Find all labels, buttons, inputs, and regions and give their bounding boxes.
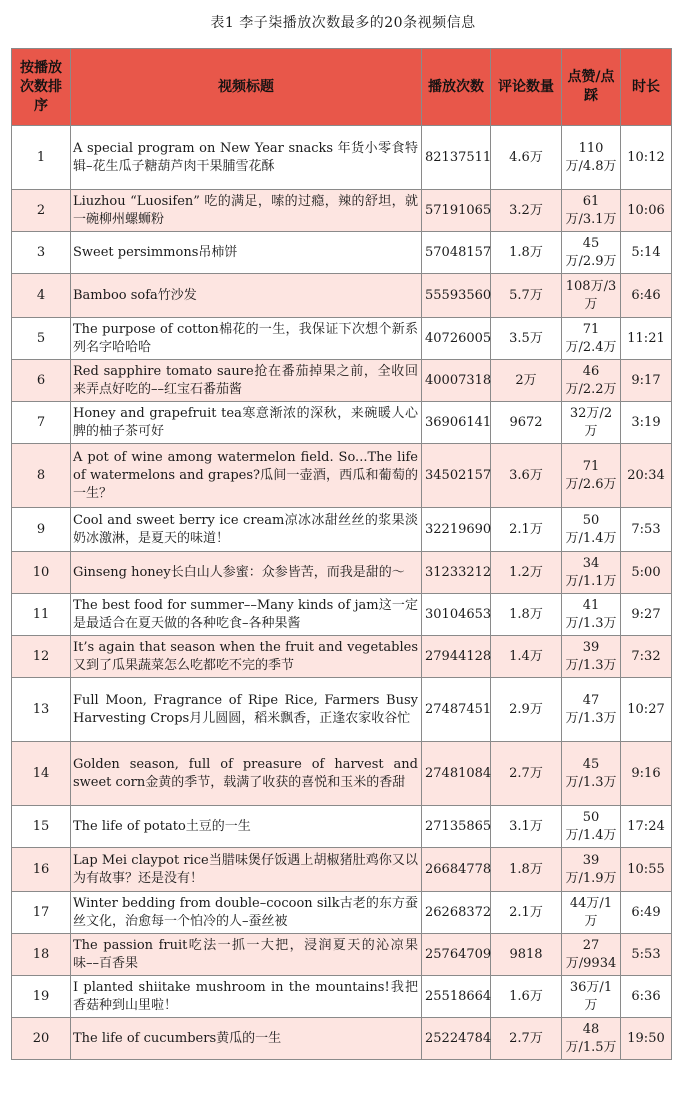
table-row [12, 806, 672, 848]
duration-cell: 5:00 [621, 552, 672, 594]
likes-cell: 32万/2万 [562, 402, 621, 444]
table-row [12, 552, 672, 594]
header-rank: 按播放次数排序 [12, 49, 71, 126]
duration-cell: 10:27 [621, 678, 672, 742]
comments-cell: 5.7万 [491, 274, 562, 318]
likes-cell: 41万/1.3万 [562, 594, 621, 636]
duration-cell: 9:16 [621, 742, 672, 806]
likes-cell: 71万/2.6万 [562, 444, 621, 508]
plays-cell: 57048157 [422, 232, 491, 274]
title-cell: Red sapphire tomato saure抢在番茄掉果之前，全收回来弄点好吃的––红宝石番茄酱 [71, 360, 422, 402]
comments-cell: 9672 [491, 402, 562, 444]
rank-cell: 19 [12, 976, 71, 1018]
likes-cell: 34万/1.1万 [562, 552, 621, 594]
title-cell: Sweet persimmons吊柿饼 [71, 232, 422, 274]
likes-cell: 46万/2.2万 [562, 360, 621, 402]
likes-cell: 27万/9934 [562, 934, 621, 976]
duration-cell: 3:19 [621, 402, 672, 444]
plays-cell: 27944128 [422, 636, 491, 678]
rank-cell: 4 [12, 274, 71, 318]
table-row [12, 360, 672, 402]
title-cell: Bamboo sofa竹沙发 [71, 274, 422, 318]
table-row [12, 934, 672, 976]
rank-cell: 16 [12, 848, 71, 892]
comments-cell: 9818 [491, 934, 562, 976]
likes-cell: 36万/1万 [562, 976, 621, 1018]
header-row [12, 49, 672, 126]
duration-cell: 6:49 [621, 892, 672, 934]
comments-cell: 2.7万 [491, 742, 562, 806]
likes-cell: 45万/2.9万 [562, 232, 621, 274]
title-cell: The passion fruit吃法一抓一大把，浸润夏天的沁凉果味––百香果 [71, 934, 422, 976]
duration-cell: 10:55 [621, 848, 672, 892]
duration-cell: 11:21 [621, 318, 672, 360]
rank-cell: 5 [12, 318, 71, 360]
plays-cell: 55593560 [422, 274, 491, 318]
likes-cell: 48万/1.5万 [562, 1018, 621, 1060]
comments-cell: 3.6万 [491, 444, 562, 508]
comments-cell: 1.6万 [491, 976, 562, 1018]
rank-cell: 3 [12, 232, 71, 274]
table-row [12, 126, 672, 190]
duration-cell: 10:12 [621, 126, 672, 190]
table-row [12, 594, 672, 636]
table-row [12, 1018, 672, 1060]
comments-cell: 2.1万 [491, 508, 562, 552]
rank-cell: 17 [12, 892, 71, 934]
table-row [12, 402, 672, 444]
table-row [12, 508, 672, 552]
likes-cell: 50万/1.4万 [562, 806, 621, 848]
plays-cell: 25518664 [422, 976, 491, 1018]
table-row [12, 848, 672, 892]
table-caption: 表1 李子柒播放次数最多的20条视频信息 [210, 15, 476, 31]
rank-cell: 20 [12, 1018, 71, 1060]
comments-cell: 3.2万 [491, 190, 562, 232]
duration-cell: 9:17 [621, 360, 672, 402]
table-row [12, 232, 672, 274]
plays-cell: 34502157 [422, 444, 491, 508]
rank-cell: 13 [12, 678, 71, 742]
title-cell: Cool and sweet berry ice cream凉冰冰甜丝丝的浆果淡奶冰激淋，是夏天的味道！ [71, 508, 422, 552]
likes-cell: 39万/1.9万 [562, 848, 621, 892]
plays-cell: 82137511 [422, 126, 491, 190]
rank-cell: 11 [12, 594, 71, 636]
plays-cell: 25764709 [422, 934, 491, 976]
title-cell: The purpose of cotton棉花的一生，我保证下次想个新系列名字哈哈哈 [71, 318, 422, 360]
duration-cell: 10:06 [621, 190, 672, 232]
comments-cell: 2万 [491, 360, 562, 402]
table-row [12, 636, 672, 678]
rank-cell: 15 [12, 806, 71, 848]
duration-cell: 19:50 [621, 1018, 672, 1060]
comments-cell: 2.1万 [491, 892, 562, 934]
duration-cell: 9:27 [621, 594, 672, 636]
likes-cell: 45万/1.3万 [562, 742, 621, 806]
header-title: 视频标题 [71, 49, 422, 126]
title-cell: The life of potato土豆的一生 [71, 806, 422, 848]
header-duration: 时长 [621, 49, 672, 126]
plays-cell: 40007318 [422, 360, 491, 402]
header-comments: 评论数量 [491, 49, 562, 126]
comments-cell: 1.2万 [491, 552, 562, 594]
rank-cell: 9 [12, 508, 71, 552]
plays-cell: 31233212 [422, 552, 491, 594]
duration-cell: 6:36 [621, 976, 672, 1018]
title-cell: Ginseng honey长白山人参蜜：众参皆苦，而我是甜的～ [71, 552, 422, 594]
rank-cell: 8 [12, 444, 71, 508]
rank-cell: 6 [12, 360, 71, 402]
title-cell: Honey and grapefruit tea寒意渐浓的深秋，来碗暖人心脾的柚子茶可好 [71, 402, 422, 444]
duration-cell: 20:34 [621, 444, 672, 508]
title-cell: A pot of wine among watermelon field. So...The life of watermelons and grapes?瓜间一壶酒，西瓜和葡萄的一生？ [71, 444, 422, 508]
plays-cell: 57191065 [422, 190, 491, 232]
likes-cell: 110万/4.8万 [562, 126, 621, 190]
header-plays: 播放次数 [422, 49, 491, 126]
title-cell: A special program on New Year snacks 年货小零食特辑–花生瓜子糖葫芦肉干果脯雪花酥 [71, 126, 422, 190]
table-row [12, 444, 672, 508]
plays-cell: 32219690 [422, 508, 491, 552]
comments-cell: 1.8万 [491, 232, 562, 274]
comments-cell: 2.7万 [491, 1018, 562, 1060]
likes-cell: 39万/1.3万 [562, 636, 621, 678]
title-cell: Golden season, full of preasure of harvest and sweet corn金黄的季节，载满了收获的喜悦和玉米的香甜 [71, 742, 422, 806]
table-row [12, 976, 672, 1018]
plays-cell: 27487451 [422, 678, 491, 742]
video-table [11, 48, 672, 1060]
table-row [12, 742, 672, 806]
title-cell: Winter bedding from double–cocoon silk古老的东方蚕丝文化，治愈每一个怕冷的人–蚕丝被 [71, 892, 422, 934]
rank-cell: 18 [12, 934, 71, 976]
comments-cell: 1.4万 [491, 636, 562, 678]
plays-cell: 27135865 [422, 806, 491, 848]
likes-cell: 47万/1.3万 [562, 678, 621, 742]
duration-cell: 5:14 [621, 232, 672, 274]
rank-cell: 1 [12, 126, 71, 190]
table-row [12, 318, 672, 360]
duration-cell: 17:24 [621, 806, 672, 848]
header-likes: 点赞/点踩 [562, 49, 621, 126]
rank-cell: 2 [12, 190, 71, 232]
plays-cell: 26268372 [422, 892, 491, 934]
title-cell: The best food for summer––Many kinds of jam这一定是最适合在夏天做的各种吃食–各种果酱 [71, 594, 422, 636]
likes-cell: 61万/3.1万 [562, 190, 621, 232]
title-cell: I planted shiitake mushroom in the mountains!我把香菇种到山里啦！ [71, 976, 422, 1018]
rank-cell: 7 [12, 402, 71, 444]
title-cell: Full Moon, Fragrance of Ripe Rice, Farmers Busy Harvesting Crops月儿圆圆，稻米飘香，正逢农家收谷忙 [71, 678, 422, 742]
title-cell: Liuzhou “Luosifen” 吃的满足，嗦的过瘾，辣的舒坦，就一碗柳州螺蛳粉 [71, 190, 422, 232]
title-cell: It’s again that season when the fruit and vegetables又到了瓜果蔬菜怎么吃都吃不完的季节 [71, 636, 422, 678]
plays-cell: 30104653 [422, 594, 491, 636]
plays-cell: 36906141 [422, 402, 491, 444]
rank-cell: 12 [12, 636, 71, 678]
rank-cell: 10 [12, 552, 71, 594]
plays-cell: 27481084 [422, 742, 491, 806]
table-row [12, 274, 672, 318]
comments-cell: 4.6万 [491, 126, 562, 190]
duration-cell: 7:53 [621, 508, 672, 552]
rank-cell: 14 [12, 742, 71, 806]
duration-cell: 7:32 [621, 636, 672, 678]
comments-cell: 1.8万 [491, 848, 562, 892]
duration-cell: 5:53 [621, 934, 672, 976]
title-cell: The life of cucumbers黄瓜的一生 [71, 1018, 422, 1060]
comments-cell: 1.8万 [491, 594, 562, 636]
duration-cell: 6:46 [621, 274, 672, 318]
likes-cell: 108万/3万 [562, 274, 621, 318]
plays-cell: 40726005 [422, 318, 491, 360]
comments-cell: 3.1万 [491, 806, 562, 848]
title-cell: Lap Mei claypot rice当腊味煲仔饭遇上胡椒猪肚鸡你又以为有故事？还是没有！ [71, 848, 422, 892]
likes-cell: 44万/1万 [562, 892, 621, 934]
plays-cell: 26684778 [422, 848, 491, 892]
table-row [12, 892, 672, 934]
likes-cell: 71万/2.4万 [562, 318, 621, 360]
plays-cell: 25224784 [422, 1018, 491, 1060]
likes-cell: 50万/1.4万 [562, 508, 621, 552]
comments-cell: 2.9万 [491, 678, 562, 742]
comments-cell: 3.5万 [491, 318, 562, 360]
table-row [12, 678, 672, 742]
table-row [12, 190, 672, 232]
